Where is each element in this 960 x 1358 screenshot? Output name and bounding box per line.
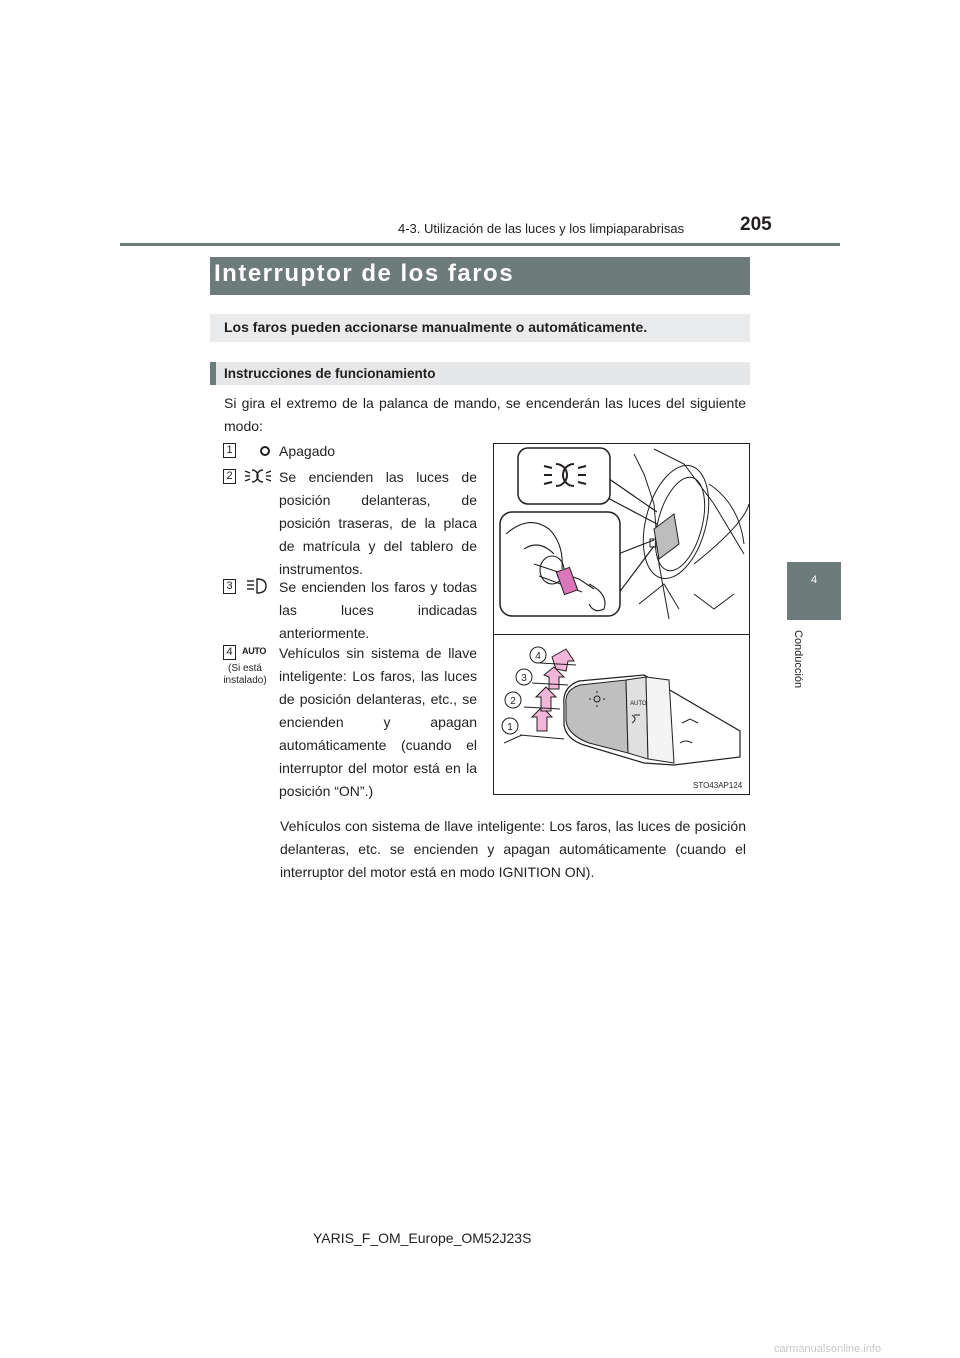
callout-label-3: 3 <box>521 673 527 684</box>
lever-auto-label: AUTO <box>630 701 647 707</box>
item-number-4: 4 <box>223 645 236 660</box>
callout-label-4: 4 <box>535 651 541 662</box>
off-icon <box>258 444 272 458</box>
headlight-icon <box>246 577 268 595</box>
item-text-1: Apagado <box>279 443 336 459</box>
chapter-label: Conducción <box>792 630 804 689</box>
item-number-3: 3 <box>223 579 236 594</box>
callout-label-2: 2 <box>510 696 516 707</box>
header-divider <box>120 243 840 246</box>
section-title: 4-3. Utilización de las luces y los limpiaparabrisas <box>398 221 685 236</box>
figure-code: STO43AP124 <box>693 781 743 790</box>
footer-document-id: YARIS_F_OM_Europe_OM52J23S <box>313 1230 532 1246</box>
item-number-2: 2 <box>223 469 236 484</box>
installed-note: (Si está instalado) <box>223 663 267 686</box>
item-text-4: Vehículos sin sistema de llave inteligente: Los faros, las luces de posición delanteras, etc., se encienden y apagan automáticamente (cuando el interruptor del motor está en la posición “ON”.) <box>279 645 477 799</box>
position-lights-icon <box>244 467 272 485</box>
subheading: Instrucciones de funcionamiento <box>224 366 436 381</box>
item-number-1: 1 <box>223 443 236 458</box>
chapter-tab <box>787 562 841 620</box>
item-text-2: Se encienden las luces de posición delanteras, de posición traseras, de la placa de matrícula y del tablero de instrumentos. <box>279 469 477 577</box>
dashboard-illustration <box>494 444 749 634</box>
item-text-3: Se encienden los faros y todas las luces indicadas anteriormente. <box>279 579 477 641</box>
page-number: 205 <box>740 214 772 235</box>
intro-text: Los faros pueden accionarse manualmente o automáticamente. <box>224 319 648 335</box>
arrow-2 <box>524 687 560 711</box>
lever-illustration <box>494 635 749 785</box>
watermark[interactable]: carmanualsonline.info <box>774 1343 882 1355</box>
arrow-1 <box>520 707 564 739</box>
intro-paragraph: Si gira el extremo de la palanca de mando, se encenderán las luces del siguiente modo: <box>224 395 746 434</box>
chapter-number: 4 <box>810 574 818 586</box>
smart-key-paragraph: Vehículos con sistema de llave inteligente: Los faros, las luces de posición delanteras, etc. se encienden y apagan automáticamente (cuando el interruptor del motor está en modo IGNITION ON). <box>280 818 746 880</box>
auto-icon: AUTO <box>242 646 267 656</box>
callout-label-1: 1 <box>507 722 513 733</box>
page-title: Interruptor de los faros <box>214 260 515 287</box>
